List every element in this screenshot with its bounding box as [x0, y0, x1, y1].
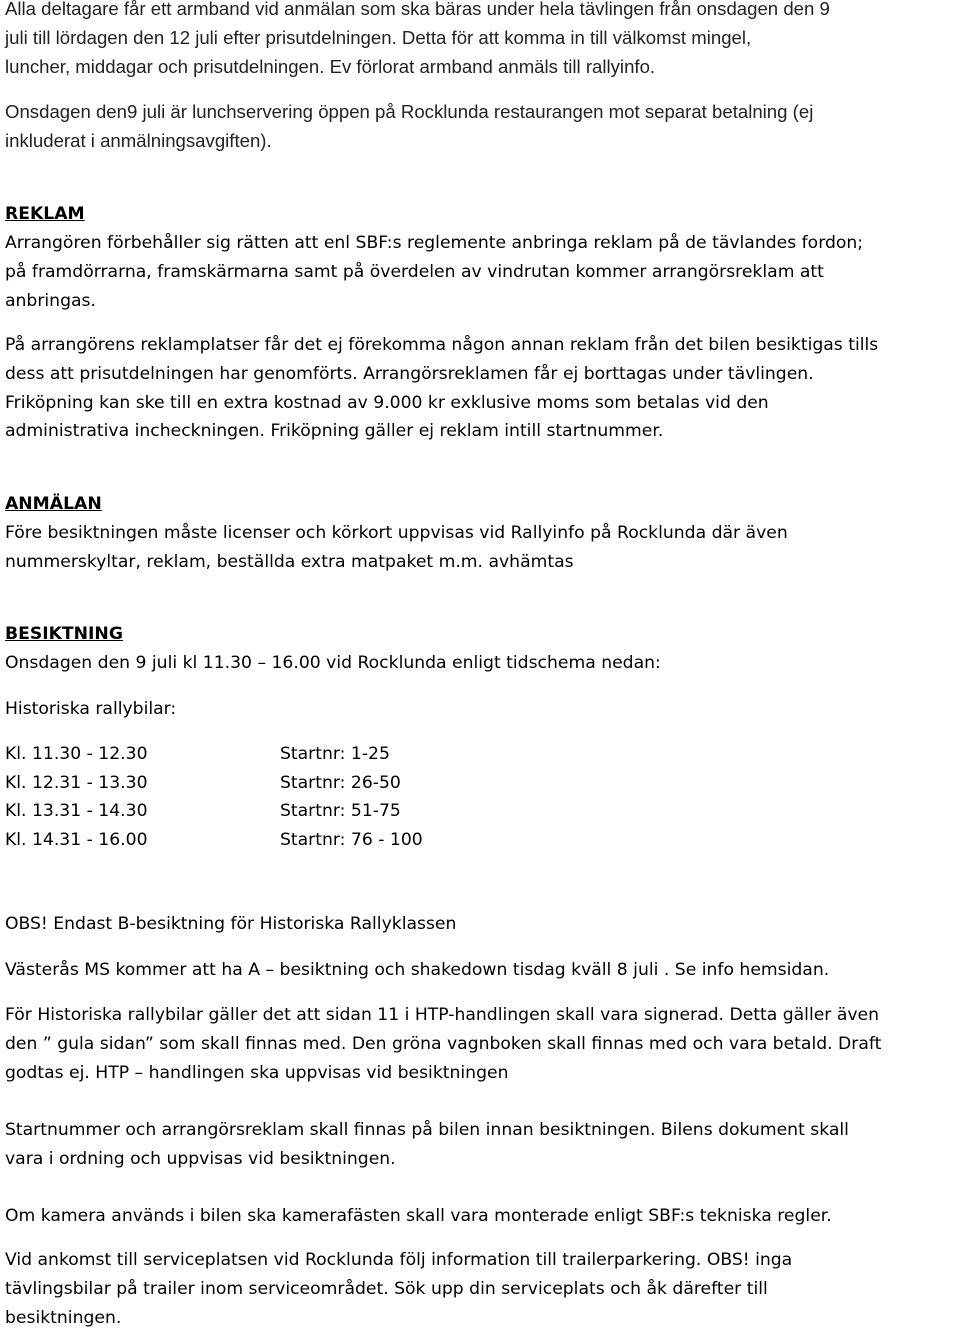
anmalan-heading: ANMÄLAN [5, 494, 102, 514]
schedule-start: Startnr: 26-50 [280, 773, 401, 793]
text-line: Onsdagen den9 juli är lunchservering öppen på Rocklunda restaurangen mot separat betalning (ej [5, 101, 814, 122]
text-line: vara i ordning och uppvisas vid besiktningen. [5, 1148, 396, 1169]
schedule-time: Kl. 14.31 - 16.00 [5, 830, 148, 850]
lunch-paragraph [5, 98, 960, 156]
text-line: på framdörrarna, framskärmarna samt på överdelen av vindrutan kommer arrangörsreklam att [5, 261, 824, 282]
schedule-start: Startnr: 76 - 100 [280, 830, 423, 850]
reklam-heading: REKLAM [5, 204, 85, 224]
besiktning-heading: BESIKTNING [5, 624, 123, 644]
schedule-start: Startnr: 51-75 [280, 801, 401, 821]
startnummer-paragraph [5, 1116, 960, 1174]
reklam-paragraph-1 [5, 229, 960, 315]
text-line: Alla deltagare får ett armband vid anmälan som ska bäras under hela tävlingen från onsdagen den 9 [5, 0, 830, 19]
htp-paragraph [5, 1001, 960, 1087]
text-line: Före besiktningen måste licenser och körkort uppvisas vid Rallyinfo på Rocklunda där även [5, 523, 788, 543]
text-line: den ” gula sidan” som skall finnas med. Den gröna vagnboken skall finnas med och vara betald. Draft [5, 1033, 882, 1054]
text-line: anbringas. [5, 290, 96, 311]
text-line: På arrangörens reklamplatser får det ej förekomma någon annan reklam från det bilen besiktigas tills [5, 335, 879, 355]
schedule-start: Startnr: 1-25 [280, 744, 390, 764]
schedule-time: Kl. 12.31 - 13.30 [5, 773, 148, 793]
reklam-paragraph-2 [5, 331, 960, 446]
kamera-line: Om kamera används i bilen ska kamerafästen skall vara monterade enligt SBF:s tekniska regler. [5, 1206, 832, 1226]
text-line: nummerskyltar, reklam, beställda extra matpaket m.m. avhämtas [5, 551, 574, 572]
text-line: Arrangören förbehåller sig rätten att enl SBF:s reglemente anbringa reklam på de tävlandes fordon; [5, 233, 864, 253]
text-line: juli till lördagen den 12 juli efter prisutdelningen. Detta för att komma in till välkomst mingel, [5, 26, 752, 48]
ankomst-paragraph [5, 1246, 960, 1332]
besiktning-date-line: Onsdagen den 9 juli kl 11.30 – 16.00 vid Rocklunda enligt tidschema nedan: [5, 653, 661, 673]
text-line: administrativa incheckningen. Friköpning gäller ej reklam intill startnummer. [5, 421, 664, 442]
obs-line: OBS! Endast B-besiktning för Historiska Rallyklassen [5, 914, 457, 934]
text-line: inkluderat i anmälningsavgiften). [5, 129, 272, 151]
text-line: Vid ankomst till serviceplatsen vid Rocklunda följ information till trailerparkering. OBS! inga [5, 1250, 793, 1270]
schedule-time: Kl. 11.30 - 12.30 [5, 744, 148, 764]
schedule-time: Kl. 13.31 - 14.30 [5, 801, 148, 821]
historiska-subheading: Historiska rallybilar: [5, 699, 177, 719]
intro-paragraph [5, 0, 960, 81]
text-line: besiktningen. [5, 1307, 122, 1328]
vasteras-line: Västerås MS kommer att ha A – besiktning och shakedown tisdag kväll 8 juli . Se info hemsidan. [5, 960, 830, 980]
text-line: dess att prisutdelningen har genomförts. Arrangörsreklamen får ej borttagas under tävlingen. [5, 363, 814, 384]
text-line: godtas ej. HTP – handlingen ska uppvisas vid besiktningen [5, 1062, 509, 1083]
text-line: För Historiska rallybilar gäller det att sidan 11 i HTP-handlingen skall vara signerad. Detta gäller även [5, 1005, 880, 1025]
text-line: luncher, middagar och prisutdelningen. Ev förlorat armband anmäls till rallyinfo. [5, 55, 656, 77]
text-line: Startnummer och arrangörsreklam skall finnas på bilen innan besiktningen. Bilens dokument skall [5, 1120, 849, 1140]
text-line: tävlingsbilar på trailer inom serviceområdet. Sök upp din serviceplats och åk därefter till [5, 1278, 768, 1299]
text-line: Friköpning kan ske till en extra kostnad av 9.000 kr exklusive moms som betalas vid den [5, 392, 769, 413]
anmalan-paragraph [5, 519, 960, 577]
